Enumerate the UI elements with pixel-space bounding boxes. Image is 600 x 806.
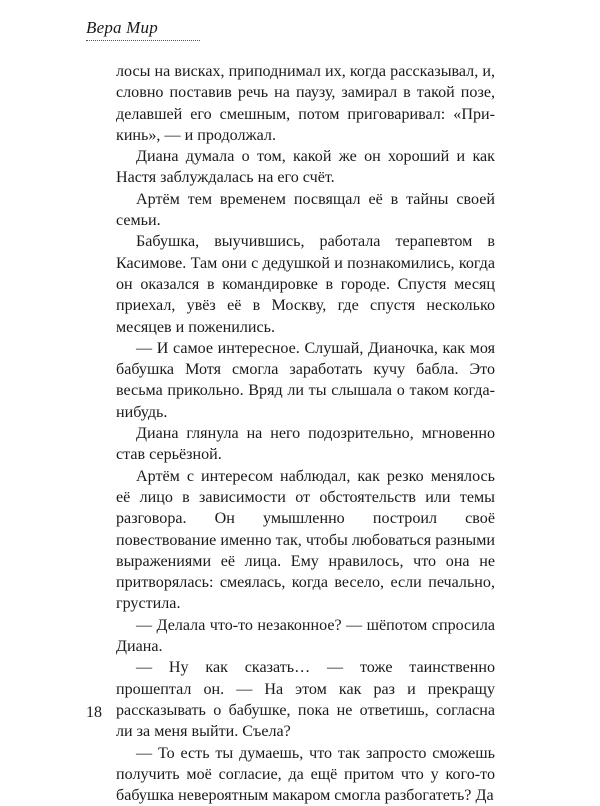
- header-author: Вера Мир: [86, 18, 204, 38]
- paragraph: Бабушка, выучившись, работала терапевтом в Касимове. Там они с дедушкой и познакомились, когда он оказался в командировке в городе. Спустя месяц приехал, увёз её в Москву, где спустя несколько месяцев и поженились.: [116, 231, 495, 337]
- paragraph-continuation: лосы на висках, приподнимал их, когда рассказывал, и, словно поставив речь на паузу, замирал в такой позе, делавшей его смешным, потом приговаривал: «Прикинь», — и продолжал.: [116, 61, 495, 146]
- dialogue-paragraph: — То есть ты думаешь, что так запросто сможешь получить моё согласие, да ещё притом что у кого-то бабушка невероятным макаром смогла разбогатеть? Да: [116, 743, 495, 806]
- paragraph: Артём тем временем посвящал её в тайны своей семьи.: [116, 189, 495, 232]
- running-header: [86, 18, 204, 41]
- header-dotted-rule: [86, 40, 200, 41]
- dialogue-paragraph: — Ну как сказать… — тоже таинственно прошептал он. — На этом как раз и прекращу рассказывать о бабушке, пока не ответишь, согласна ли за меня выйти. Съела?: [116, 657, 495, 742]
- dialogue-paragraph: — Делала что-то незаконное? — шёпотом спросила Диана.: [116, 615, 495, 658]
- paragraph: Диана глянула на него подозрительно, мгновенно став серьёзной.: [116, 423, 495, 466]
- page-number: 18: [86, 704, 102, 722]
- body-text: [116, 61, 495, 806]
- paragraph: Диана думала о том, какой же он хороший и как Настя заблуждалась на его счёт.: [116, 146, 495, 189]
- paragraph: Артём с интересом наблюдал, как резко менялось её лицо в зависимости от обстоятельств или темы разговора. Он умышленно построил своё повествование именно так, чтобы любоваться разными выражениями её лица. Ему нравилось, что она не притворялась: смеялась, когда весело, если печально, грустила.: [116, 466, 495, 615]
- dialogue-paragraph: — И самое интересное. Слушай, Дианочка, как моя бабушка Мотя смогла заработать кучу бабла. Это весьма прикольно. Вряд ли ты слышала о таком когда-нибудь.: [116, 338, 495, 423]
